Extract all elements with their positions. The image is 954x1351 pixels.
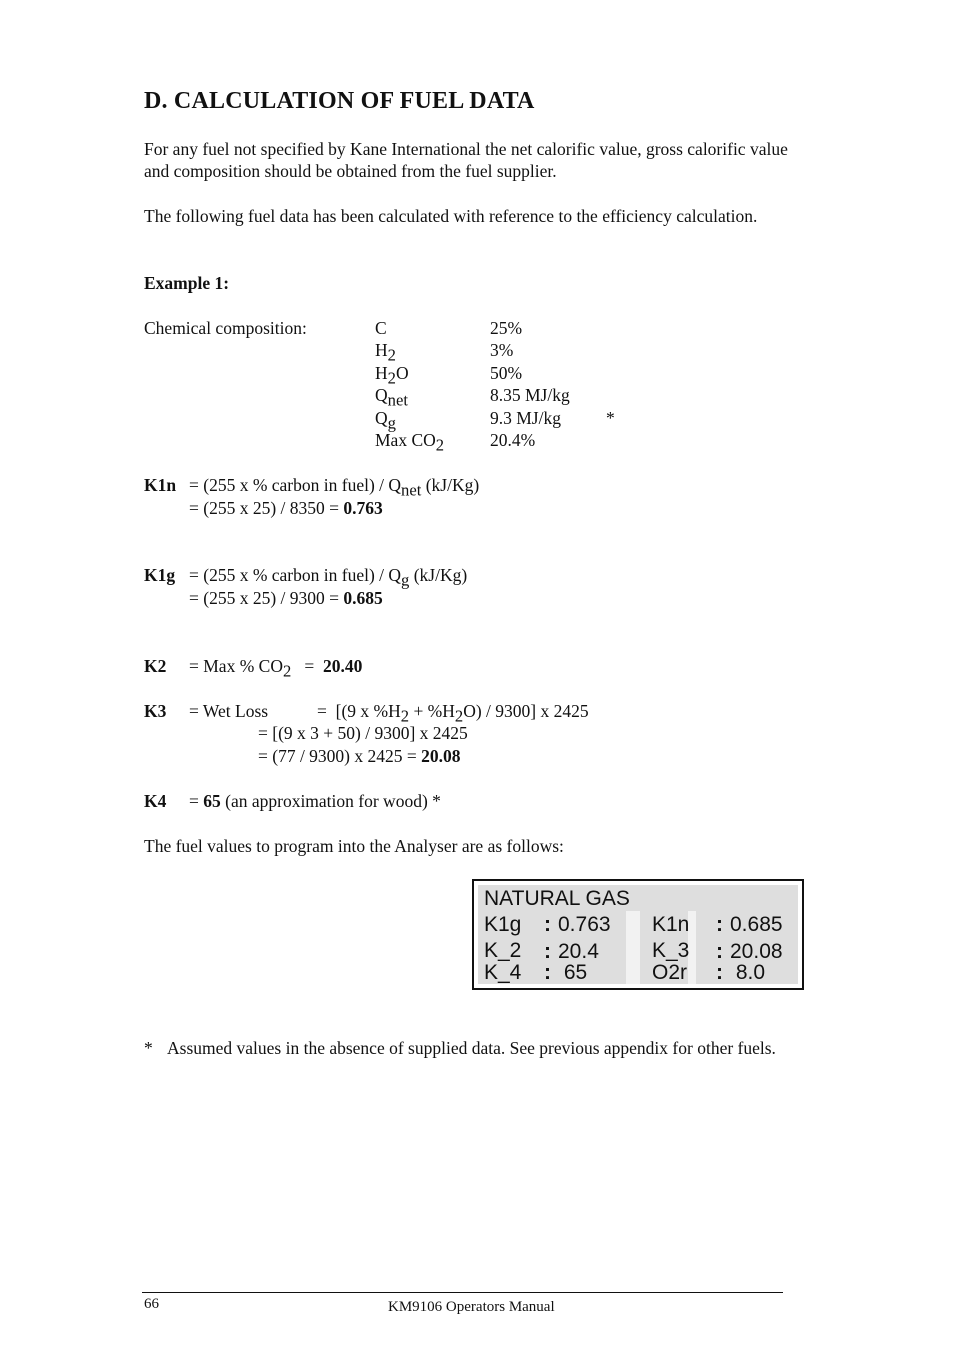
k2-label: K2 <box>144 656 167 676</box>
k1n-calculation: = (255 x 25) / 8350 = 0.763 <box>189 498 383 518</box>
display-k1g-label: K1g <box>484 913 522 936</box>
k3-label: K3 <box>144 701 167 721</box>
composition-max-co2: Max $CO_2$ <box>375 430 445 455</box>
composition-h2o-value: 50% <box>490 363 523 383</box>
k4-formula: = 65 (an approximation for wood) * <box>189 791 441 811</box>
footer-rule <box>142 1292 783 1293</box>
k3-line-2: = [(9 x 3 + 50) / 9300] x 2425 <box>258 723 468 743</box>
composition-qnet-value: 8.35 MJ/kg <box>490 385 570 405</box>
display-colon: : <box>716 961 723 984</box>
composition-c-value: 25% <box>490 318 523 338</box>
display-k3-value: 20.08 <box>730 940 783 963</box>
k3-line-1: = [(9 x $\%H_2 + \%H_2O) / 9300$] x 2425 <box>317 701 589 726</box>
display-screen <box>478 885 798 984</box>
display-colon: : <box>544 961 551 984</box>
k1n-result: 0.763 <box>343 498 383 518</box>
program-instruction: The fuel values to program into the Analyser are as follows: <box>144 836 564 856</box>
footnote-text: Assumed values in the absence of supplied data. See previous appendix for other fuels. <box>167 1038 776 1058</box>
k1g-formula: = (255 x % carbon in fuel) / $Q_g$ (kJ/Kg) <box>189 565 468 590</box>
example-label: Example 1: <box>144 273 230 293</box>
display-colon: : <box>544 940 551 963</box>
page-number: 66 <box>144 1296 159 1312</box>
display-colon: : <box>716 940 723 963</box>
composition-qg-value: 9.3 MJ/kg <box>490 408 561 428</box>
display-title: NATURAL GAS <box>484 887 630 910</box>
display-o2r-label: O2r <box>652 961 688 984</box>
composition-h2o: $H_2O$ <box>375 363 409 388</box>
composition-h2-value: 3% <box>490 340 514 360</box>
k4-label: K4 <box>144 791 167 811</box>
manual-title: KM9106 Operators Manual <box>388 1299 555 1315</box>
display-k2-value: 20.4 <box>558 940 599 963</box>
page-title: D. CALCULATION OF FUEL DATA <box>144 88 535 114</box>
k3-line-3: = (77 / 9300) x 2425 = 20.08 <box>258 746 461 766</box>
composition-qg: $Q_g$ <box>375 408 396 433</box>
display-colon: : <box>716 913 723 936</box>
k3-formula: = Wet Loss <box>189 701 269 721</box>
composition-label: Chemical composition: <box>144 318 307 338</box>
display-o2r-value: 8.0 <box>730 961 766 984</box>
intro-paragraph: For any fuel not specified by Kane International the net calorific value, gross calorific value and composition should be obtained from the fuel supplier. <box>144 139 788 181</box>
reference-paragraph: The following fuel data has been calculated with reference to the efficiency calculation. <box>144 206 758 226</box>
k1g-calculation: = (255 x 25) / 9300 = 0.685 <box>189 588 383 608</box>
analyser-display <box>472 879 804 990</box>
footnote-mark: * <box>144 1038 153 1058</box>
k3-result: 20.08 <box>421 746 461 766</box>
display-k2-label: K_2 <box>484 939 522 962</box>
display-k4-value: 65 <box>558 961 588 984</box>
display-k1n-label: K1n <box>652 913 690 936</box>
display-k1g-value: 0.763 <box>558 913 611 936</box>
display-k4-label: K_4 <box>484 961 522 984</box>
composition-qg-note: * <box>606 408 615 428</box>
composition-c: C <box>375 318 387 338</box>
k1g-label: K1g <box>144 565 176 585</box>
k1n-label: K1n <box>144 475 177 495</box>
k2-result: 20.40 <box>323 656 363 676</box>
k4-value: 65 <box>203 791 221 811</box>
composition-h2: $H_2$ <box>375 340 396 365</box>
composition-qnet: $Q_{net}$ <box>375 385 408 410</box>
display-colon: : <box>544 913 551 936</box>
display-k3-label: K_3 <box>652 939 690 962</box>
display-divider <box>626 911 640 984</box>
composition-max-co2-value: 20.4% <box>490 430 536 450</box>
display-k1n-value: 0.685 <box>730 913 783 936</box>
k1n-formula: = (255 x % carbon in fuel) / $Q_{net}$ (kJ/Kg) <box>189 475 480 500</box>
k1g-result: 0.685 <box>343 588 383 608</box>
k2-formula: = Max % $CO_2 = 20.40$ <box>189 656 363 681</box>
